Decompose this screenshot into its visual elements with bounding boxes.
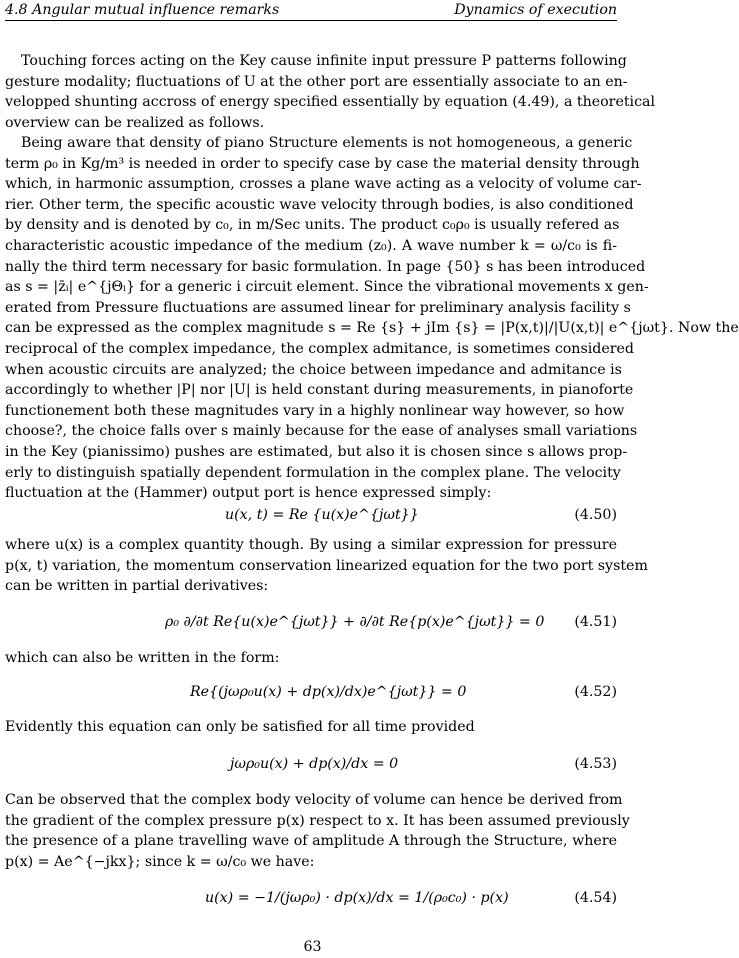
text-line: when acoustic circuits are analyzed; the choice between impedance and admitance is: [5, 361, 622, 378]
text-line: Can be observed that the complex body velocity of volume can hence be derived from: [5, 792, 623, 808]
header-chapter-title: Dynamics of execution: [454, 2, 617, 18]
equation-body: u(x, t) = Re {u(x)e^{jωt}}: [225, 507, 419, 523]
equation-number: (4.50): [574, 507, 617, 523]
text-line: choose?, the choice falls over s mainly because for the ease of analyses small variations: [5, 423, 638, 440]
paragraph-plane-wave: [5, 790, 630, 872]
text-line: reciprocal of the complex impedance, the complex admitance, is sometimes considered: [5, 340, 635, 357]
text-line: overview can be realized as follows.: [5, 114, 265, 131]
text-line: p(x) = Ae^{−jkx}; since k = ω/c₀ we have:: [5, 853, 315, 870]
text-line: functionement both these magnitudes vary in a highly nonlinear way however, so how: [5, 402, 625, 419]
text-line: gesture modality; fluctuations of U at the other port are essentially associate to an en-: [5, 73, 628, 90]
text-line: accordingly to whether |P| nor |U| is held constant during measurements, in pianoforte: [5, 382, 634, 399]
equation-number: (4.53): [574, 756, 617, 772]
paragraph-intro: [5, 51, 656, 133]
equation-number: (4.52): [574, 684, 617, 700]
text-line: which can also be written in the form:: [5, 650, 280, 666]
text-line: the gradient of the complex pressure p(x) respect to x. It has been assumed previously: [5, 812, 630, 829]
text-line: by density and is denoted by c₀, in m/Sec units. The product c₀ρ₀ is usually refered as: [5, 217, 620, 234]
page-number: 63: [303, 939, 322, 955]
text-line: rier. Other term, the specific acoustic wave velocity through bodies, is also conditioned: [5, 196, 634, 213]
text-line: where u(x) is a complex quantity though. By using a similar expression for pressure: [5, 537, 617, 553]
equation-4-54: [5, 886, 617, 916]
text-line: erated from Pressure fluctuations are assumed linear for preliminary analysis facility s: [5, 299, 631, 316]
equation-body: Re{(jωρ₀u(x) + dp(x)/dx)e^{jωt}} = 0: [190, 684, 467, 700]
text-line: nally the third term necessary for basic formulation. In page {50} s has been introduced: [5, 258, 646, 275]
equation-body: jωρ₀u(x) + dp(x)/dx = 0: [230, 756, 399, 772]
header-section-title: 4.8 Angular mutual influence remarks: [5, 2, 280, 18]
text-line: fluctuation at the (Hammer) output port is hence expressed simply:: [5, 485, 492, 502]
equation-number: (4.51): [574, 614, 617, 630]
paragraph-condition: [5, 717, 617, 738]
paragraph-momentum: [5, 535, 648, 597]
text-line: which, in harmonic assumption, crosses a plane wave acting as a velocity of volume car-: [5, 176, 642, 193]
text-line: Evidently this equation can only be satisfied for all time provided: [5, 719, 475, 735]
text-line: in the Key (pianissimo) pushes are estimated, but also it is chosen since s allows prop-: [5, 443, 628, 460]
equation-4-52: [5, 680, 617, 710]
equation-number: (4.54): [574, 890, 617, 906]
text-line: p(x, t) variation, the momentum conservation linearized equation for the two port system: [5, 557, 648, 574]
text-line: term ρ₀ in Kg/m³ is needed in order to specify case by case the material density through: [5, 155, 640, 172]
text-line: Touching forces acting on the Key cause infinite input pressure P patterns following: [21, 53, 627, 69]
text-line: characteristic acoustic impedance of the medium (z₀). A wave number k = ω/c₀ is fi-: [5, 237, 617, 254]
equation-body: ρ₀ ∂/∂t Re{u(x)e^{jωt}} + ∂/∂t Re{p(x)e^{jωt}} = 0: [165, 614, 545, 630]
running-header: [5, 2, 617, 20]
text-line: as s = |z̄ᵢ| e^{jΘᵢ} for a generic i circuit element. Since the vibrational movements x gen-: [5, 279, 649, 296]
text-line: Being aware that density of piano Structure elements is not homogeneous, a generic: [21, 135, 633, 151]
equation-4-50: [5, 503, 617, 533]
equation-4-53: [5, 752, 617, 782]
text-line: can be expressed as the complex magnitude s = Re {s} + jIm {s} = |P(x,t)|/|U(x,t)| e^{jωt}. Now the: [5, 320, 739, 337]
paragraph-impedance: [5, 133, 739, 504]
text-line: erly to distinguish spatially dependent formulation in the complex plane. The velocity: [5, 464, 621, 481]
text-line: velopped shunting accross of energy specified essentially by equation (4.49), a theoretical: [5, 94, 656, 111]
equation-body: u(x) = −1/(jωρ₀) · dp(x)/dx = 1/(ρ₀c₀) · p(x): [205, 890, 509, 906]
text-line: the presence of a plane travelling wave of amplitude A through the Structure, where: [5, 833, 617, 850]
text-line: can be written in partial derivatives:: [5, 578, 269, 595]
header-rule: [5, 20, 617, 21]
equation-4-51: [5, 610, 617, 640]
paragraph-alternate-form: [5, 648, 617, 669]
